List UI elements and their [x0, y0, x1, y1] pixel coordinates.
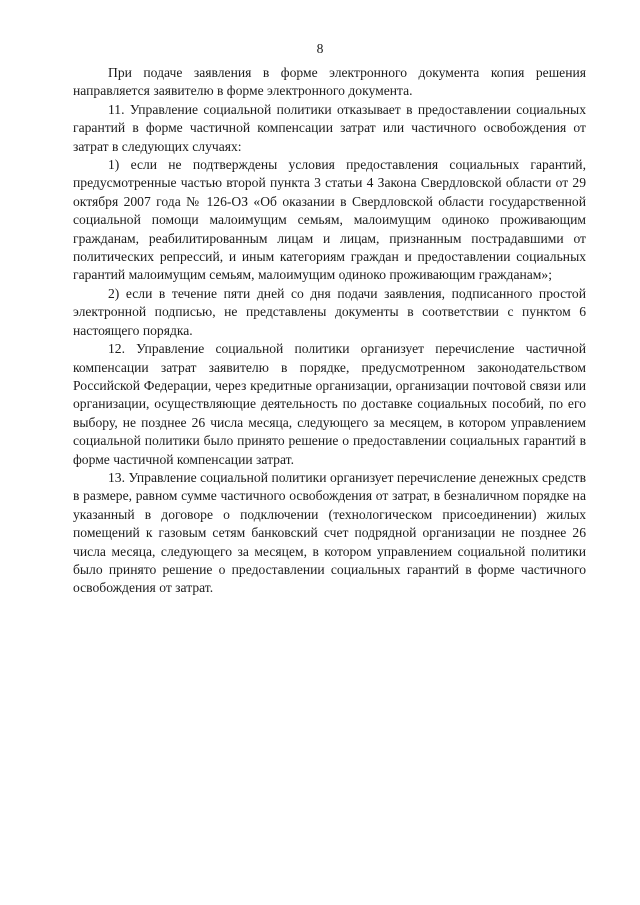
paragraph-12-compensation-transfer: 12. Управление социальной политики организует перечисление частичной компенсации затрат заявителю в порядке, предусмотренном законодательством Российской Федерации, через кредитные организации, организации почтовой связи или организации, осуществляющие деятельность по доставке социальных пособий, по его выбору, не позднее 26 числа месяца, следующего за месяцем, в котором управлением социальной политики было принято решение о предоставлении социальных гарантий в форме частичной компенсации затрат. — [73, 341, 586, 467]
paragraph-electronic-copy: При подаче заявления в форме электронного документа копия решения направляется заявителю в форме электронного документа. — [73, 65, 586, 99]
paragraph-11-item-2: 2) если в течение пяти дней со дня подачи заявления, подписанного простой электронной подписью, не представлены документы в соответствии с пунктом 6 настоящего порядка. — [73, 285, 586, 338]
paragraph-11-refusal: 11. Управление социальной политики отказывает в предоставлении социальных гарантий в форме частичной компенсации затрат или частичного освобождения от затрат в следующих случаях: — [73, 101, 586, 154]
paragraph-11-item-1: 1) если не подтверждены условия предоставления социальных гарантий, предусмотренные частью второй пункта 3 статьи 4 Закона Свердловской области от 29 октября 2007 года № 126-ОЗ «Об оказании в Свердловской области государственной социальной помощи малоимущим семьям, малоимущим одиноко проживающим гражданам, реабилитированным лицам и лицам, признанным пострадавшими от политических репрессий, и иным категориям граждан и предоставлении социальных гарантий малоимущим семьям, малоимущим одиноко проживающим гражданам»; — [73, 157, 586, 283]
paragraph-13-funds-transfer: 13. Управление социальной политики организует перечисление денежных средств в размере, равном сумме частичного освобождения от затрат, в безналичном порядке на указанный в договоре о подключении (технологическом присоединении) жилых помещений к газовым сетям банковский счет подрядной организации не позднее 26 числа месяца, следующего за месяцем, в котором управлением социальной политики было принято решение о предоставлении социальных гарантий в форме частичного освобождения от затрат. — [73, 469, 586, 596]
document-body — [73, 64, 586, 598]
page-number: 8 — [316, 41, 324, 56]
